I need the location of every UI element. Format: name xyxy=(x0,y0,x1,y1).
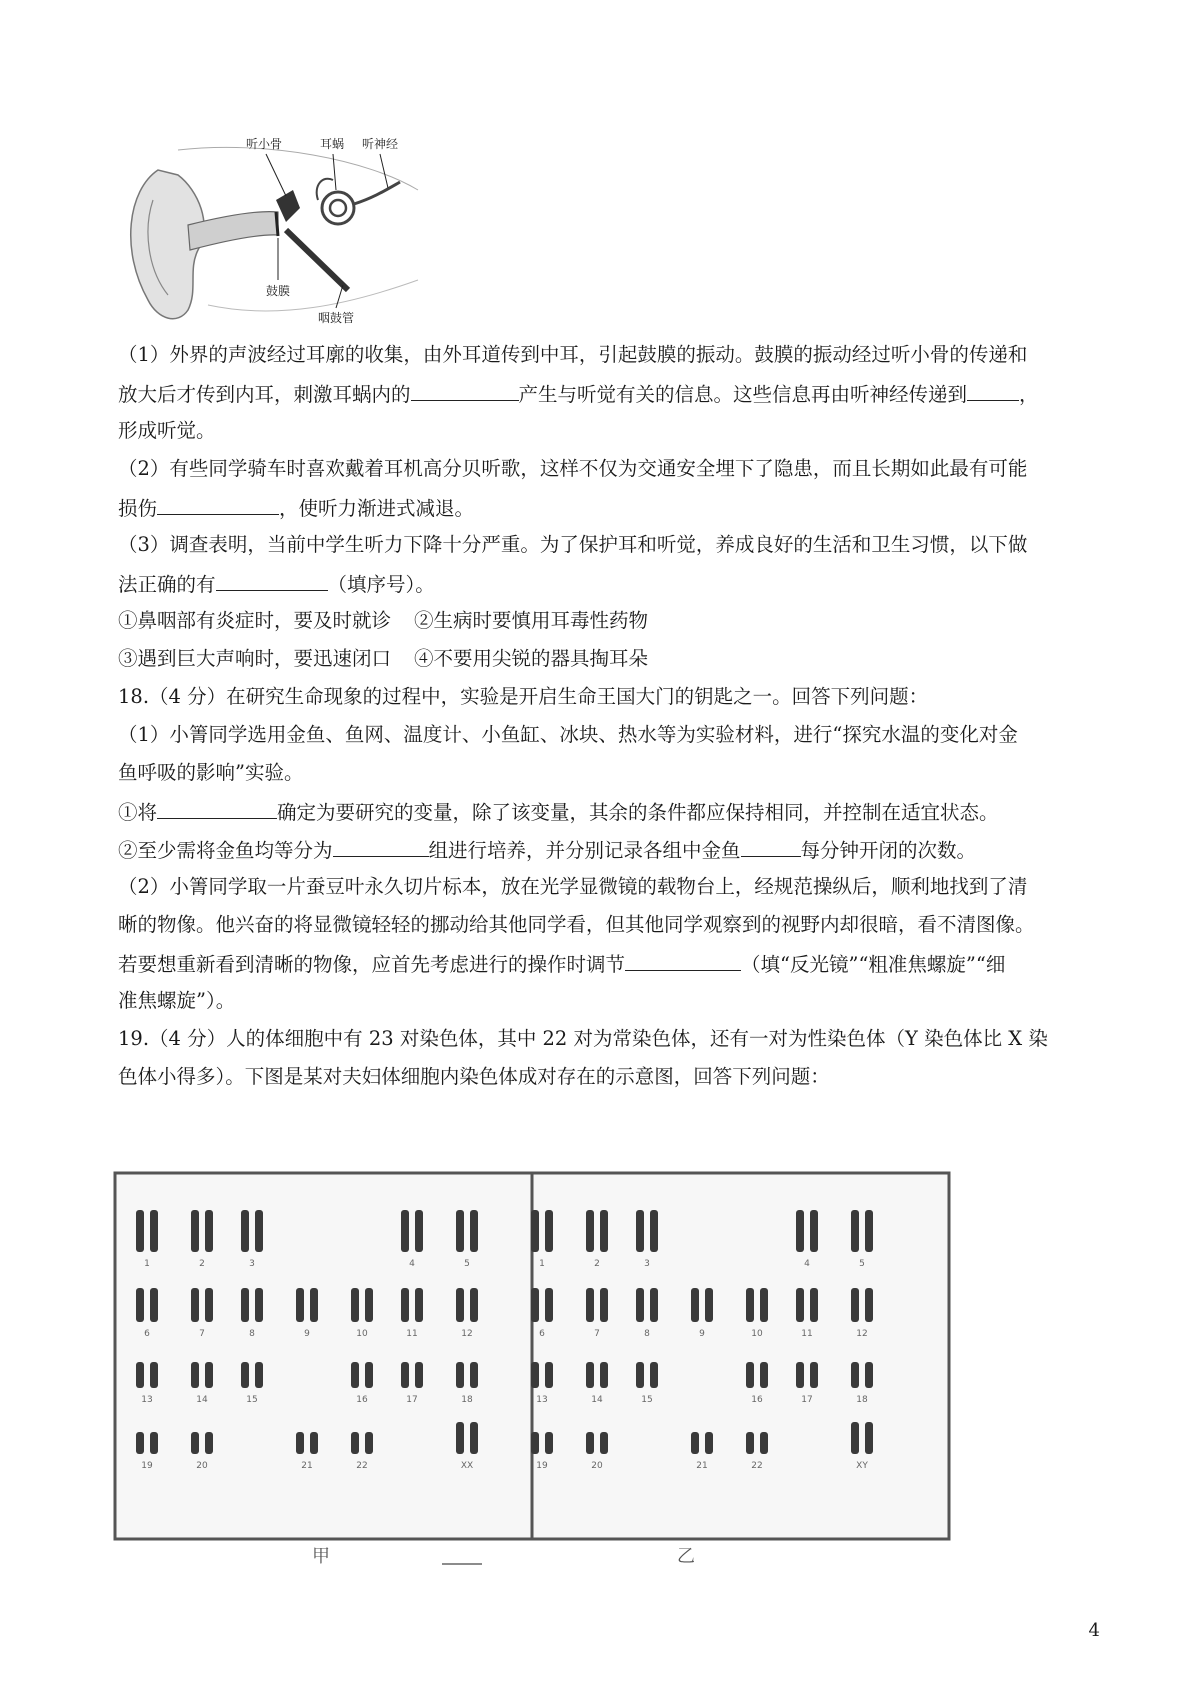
chromosome xyxy=(205,1362,213,1388)
chromosome xyxy=(255,1210,263,1252)
chromosome xyxy=(586,1210,594,1252)
chromosome xyxy=(191,1288,199,1322)
chromosome-number: 22 xyxy=(356,1461,368,1471)
chromosome xyxy=(650,1210,658,1252)
chromosome xyxy=(810,1210,818,1252)
chromosome xyxy=(415,1210,423,1252)
chromosome xyxy=(691,1432,699,1454)
chromosome-number: 18 xyxy=(856,1395,868,1405)
chromosome xyxy=(760,1432,768,1454)
chromosome xyxy=(760,1362,768,1388)
chromosome-number: XY xyxy=(856,1461,868,1471)
q17-part2-line1: （2）有些同学骑车时喜欢戴着耳机高分贝听歌，这样不仅为交通安全埋下了隐患，而且长期如此最有可能 xyxy=(118,457,1028,480)
chromosome-number: 18 xyxy=(461,1395,473,1405)
q18-text: （填“反光镜”“粗准焦螺旋”“细 xyxy=(741,953,1006,976)
q17-part1-line1: （1）外界的声波经过耳廓的收集，由外耳道传到中耳，引起鼓膜的振动。鼓膜的振动经过听小骨的传递和 xyxy=(118,343,1028,366)
chromosome xyxy=(191,1210,199,1252)
chromosome xyxy=(136,1288,144,1322)
chromosome-number: 7 xyxy=(199,1329,205,1339)
chromosome xyxy=(205,1432,213,1454)
chromosome xyxy=(205,1288,213,1322)
chromosome-number: 15 xyxy=(246,1395,258,1405)
chromosome xyxy=(310,1432,318,1454)
chromosome xyxy=(865,1288,873,1322)
chromosome-number: 3 xyxy=(644,1259,650,1269)
chromosome xyxy=(456,1422,464,1454)
chromosome xyxy=(851,1422,859,1454)
chromosome-number: 17 xyxy=(406,1395,418,1405)
q18-part2-line1: （2）小箐同学取一片蚕豆叶永久切片标本，放在光学显微镜的载物台上，经规范操纵后，顺利地找到了清 xyxy=(118,875,1028,898)
answer-blank[interactable] xyxy=(625,948,741,971)
chromosome xyxy=(296,1432,304,1454)
chromosome-number: 1 xyxy=(144,1259,150,1269)
chromosome xyxy=(241,1210,249,1252)
chromosome xyxy=(865,1422,873,1454)
ear-structure-figure xyxy=(118,130,448,330)
chromosome xyxy=(851,1288,859,1322)
q18-text: ②至少需将金鱼均等分为 xyxy=(118,839,333,862)
chromosome-number: 5 xyxy=(859,1259,865,1269)
chromosome-number: 15 xyxy=(641,1395,653,1405)
chromosome xyxy=(545,1210,553,1252)
chromosome xyxy=(136,1362,144,1388)
chromosome xyxy=(470,1362,478,1388)
chromosome xyxy=(746,1432,754,1454)
answer-blank[interactable] xyxy=(967,378,1019,401)
chromosome-number: 9 xyxy=(304,1329,310,1339)
page-number: 4 xyxy=(1088,1620,1100,1641)
chromosome xyxy=(150,1210,158,1252)
chromosome xyxy=(310,1288,318,1322)
chromosome xyxy=(241,1362,249,1388)
q18-step2 xyxy=(118,834,1098,866)
q18-part2-line3 xyxy=(118,948,1098,980)
label-eardrum: 鼓膜 xyxy=(266,284,291,298)
q17-part1-line2 xyxy=(118,378,1098,410)
answer-blank[interactable] xyxy=(411,378,519,401)
chromosome-number: 16 xyxy=(751,1395,763,1405)
chromosome xyxy=(531,1210,539,1252)
q18-text: 确定为要研究的变量，除了该变量，其余的条件都应保持相同，并控制在适宜状态。 xyxy=(277,801,999,824)
chromosome xyxy=(746,1362,754,1388)
chromosome-number: 6 xyxy=(539,1329,545,1339)
label-eustachian-tube: 咽鼓管 xyxy=(318,311,355,325)
chromosome-number: 3 xyxy=(249,1259,255,1269)
chromosome xyxy=(401,1288,409,1322)
chromosome-number: 14 xyxy=(591,1395,603,1405)
q18-text: 若要想重新看到清晰的物像，应首先考虑进行的操作时调节 xyxy=(118,953,626,976)
q17-text: 放大后才传到内耳，刺激耳蜗内的 xyxy=(118,383,411,406)
q17-text: 法正确的有 xyxy=(118,573,216,596)
q17-options-row2 xyxy=(118,644,1098,674)
q18-part2-line4: 准焦螺旋”）。 xyxy=(118,989,236,1012)
chromosome xyxy=(586,1362,594,1388)
chromosome-number: 14 xyxy=(196,1395,208,1405)
chromosome xyxy=(746,1288,754,1322)
chromosome xyxy=(365,1432,373,1454)
answer-blank[interactable] xyxy=(741,834,801,857)
chromosome-number: 2 xyxy=(594,1259,600,1269)
chromosome xyxy=(150,1288,158,1322)
chromosome-number: 12 xyxy=(461,1329,473,1339)
chromosome xyxy=(586,1432,594,1454)
q17-option-1: ①鼻咽部有炎症时，要及时就诊 xyxy=(118,609,392,632)
chromosome-number: 10 xyxy=(751,1329,763,1339)
chromosome-number: 4 xyxy=(804,1259,810,1269)
chromosome-number: 13 xyxy=(536,1395,548,1405)
q18-part1-line1: （1）小箐同学选用金鱼、鱼网、温度计、小鱼缸、冰块、热水等为实验材料，进行“探究水温的变化对金 xyxy=(118,723,1018,746)
chromosome xyxy=(531,1432,539,1454)
answer-blank[interactable] xyxy=(333,834,429,857)
q17-part1-line3: 形成听觉。 xyxy=(118,419,216,442)
chromosome xyxy=(150,1362,158,1388)
q17-option-2: ②生病时要慎用耳毒性药物 xyxy=(414,609,649,632)
q17-part3-line1: （3）调查表明，当前中学生听力下降十分严重。为了保护耳和听觉，养成良好的生活和卫生习惯，以下做 xyxy=(118,533,1028,556)
chromosome xyxy=(865,1362,873,1388)
q18-part1-line2: 鱼呼吸的影响”实验。 xyxy=(118,761,304,784)
chromosome xyxy=(470,1288,478,1322)
q19-heading-line2: 色体小得多）。下图是某对夫妇体细胞内染色体成对存在的示意图，回答下列问题： xyxy=(118,1065,830,1088)
label-auditory-nerve: 听神经 xyxy=(362,137,399,151)
chromosome xyxy=(600,1362,608,1388)
chromosome-number: 1 xyxy=(539,1259,545,1269)
chromosome xyxy=(600,1210,608,1252)
chromosome xyxy=(691,1288,699,1322)
chromosome-number: 20 xyxy=(196,1461,208,1471)
q17-text: 损伤 xyxy=(118,497,158,520)
chromosome-number: 20 xyxy=(591,1461,603,1471)
q18-text: 每分钟开闭的次数。 xyxy=(800,839,977,862)
chromosome-number: 13 xyxy=(141,1395,153,1405)
chromosome xyxy=(136,1432,144,1454)
q17-text: ， xyxy=(1019,383,1039,406)
chromosome xyxy=(351,1362,359,1388)
karyotype-figure xyxy=(112,1170,952,1570)
q17-text: 产生与听觉有关的信息。这些信息再由听神经传递到 xyxy=(518,383,968,406)
chromosome xyxy=(796,1362,804,1388)
chromosome-number: 16 xyxy=(356,1395,368,1405)
q17-text: ，使听力渐进式减退。 xyxy=(279,497,475,520)
chromosome xyxy=(810,1288,818,1322)
q18-text: ①将 xyxy=(118,801,158,824)
chromosome-number: 19 xyxy=(141,1461,153,1471)
q17-option-4: ④不要用尖锐的器具掏耳朵 xyxy=(414,647,649,670)
q18-text: 组进行培养，并分别记录各组中金鱼 xyxy=(428,839,741,862)
chromosome xyxy=(296,1288,304,1322)
chromosome-number: 11 xyxy=(406,1329,418,1339)
chromosome xyxy=(241,1288,249,1322)
chromosome xyxy=(705,1288,713,1322)
chromosome xyxy=(470,1422,478,1454)
answer-blank[interactable] xyxy=(216,568,328,591)
chromosome xyxy=(851,1210,859,1252)
chromosome-number: 11 xyxy=(801,1329,813,1339)
q18-part2-line2: 晰的物像。他兴奋的将显微镜轻轻的挪动给其他同学看，但其他同学观察到的视野内却很暗，看不清图像。 xyxy=(118,913,1035,936)
chromosome xyxy=(600,1288,608,1322)
chromosome xyxy=(191,1362,199,1388)
chromosome-number: 4 xyxy=(409,1259,415,1269)
caption-right: 乙 xyxy=(677,1546,695,1567)
chromosome xyxy=(531,1362,539,1388)
chromosome-number: 21 xyxy=(301,1461,313,1471)
chromosome xyxy=(415,1288,423,1322)
chromosome xyxy=(351,1288,359,1322)
chromosome xyxy=(650,1288,658,1322)
chromosome xyxy=(705,1432,713,1454)
q19-heading-line1: 19.（4 分）人的体细胞中有 23 对染色体，其中 22 对为常染色体，还有一对为性染色体（Y 染色体比 X 染 xyxy=(118,1027,1048,1050)
chromosome xyxy=(470,1210,478,1252)
label-cochlea: 耳蜗 xyxy=(320,137,345,151)
chromosome xyxy=(456,1362,464,1388)
chromosome-number: 22 xyxy=(751,1461,763,1471)
chromosome-number: 17 xyxy=(801,1395,813,1405)
chromosome xyxy=(810,1362,818,1388)
chromosome xyxy=(255,1362,263,1388)
chromosome-number: 6 xyxy=(144,1329,150,1339)
chromosome-number: 8 xyxy=(644,1329,650,1339)
chromosome-number: 2 xyxy=(199,1259,205,1269)
chromosome xyxy=(650,1362,658,1388)
chromosome xyxy=(205,1210,213,1252)
chromosome xyxy=(851,1362,859,1388)
chromosome xyxy=(636,1210,644,1252)
q17-options-row1 xyxy=(118,606,1098,636)
chromosome-number: 9 xyxy=(699,1329,705,1339)
q17-part2-line2 xyxy=(118,492,1098,524)
chromosome xyxy=(365,1362,373,1388)
answer-blank[interactable] xyxy=(157,492,279,515)
chromosome xyxy=(796,1288,804,1322)
chromosome xyxy=(545,1432,553,1454)
chromosome-number: XX xyxy=(460,1461,474,1471)
chromosome xyxy=(796,1210,804,1252)
chromosome xyxy=(760,1288,768,1322)
chromosome xyxy=(415,1362,423,1388)
q17-text: （填序号）。 xyxy=(327,573,435,596)
answer-blank[interactable] xyxy=(157,796,277,819)
chromosome xyxy=(365,1288,373,1322)
chromosome-number: 19 xyxy=(536,1461,548,1471)
q18-heading: 18.（4 分）在研究生命现象的过程中，实验是开启生命王国大门的钥匙之一。回答下列问题： xyxy=(118,685,929,708)
q18-step1 xyxy=(118,796,1098,828)
caption-left: 甲 xyxy=(312,1546,330,1567)
chromosome xyxy=(545,1288,553,1322)
chromosome-number: 8 xyxy=(249,1329,255,1339)
chromosome xyxy=(545,1362,553,1388)
chromosome xyxy=(531,1288,539,1322)
chromosome-number: 7 xyxy=(594,1329,600,1339)
chromosome xyxy=(191,1432,199,1454)
chromosome-number: 10 xyxy=(356,1329,368,1339)
q17-part3-line2 xyxy=(118,568,1098,600)
label-ossicles: 听小骨 xyxy=(246,137,283,151)
chromosome xyxy=(150,1432,158,1454)
q17-option-3: ③遇到巨大声响时，要迅速闭口 xyxy=(118,647,392,670)
chromosome xyxy=(636,1288,644,1322)
chromosome xyxy=(456,1210,464,1252)
chromosome xyxy=(255,1288,263,1322)
chromosome-number: 12 xyxy=(856,1329,868,1339)
chromosome xyxy=(600,1432,608,1454)
chromosome xyxy=(401,1210,409,1252)
chromosome xyxy=(401,1362,409,1388)
chromosome xyxy=(351,1432,359,1454)
chromosome-number: 21 xyxy=(696,1461,708,1471)
chromosome xyxy=(865,1210,873,1252)
chromosome xyxy=(456,1288,464,1322)
chromosome xyxy=(586,1288,594,1322)
chromosome xyxy=(136,1210,144,1252)
chromosome xyxy=(636,1362,644,1388)
chromosome-number: 5 xyxy=(464,1259,470,1269)
